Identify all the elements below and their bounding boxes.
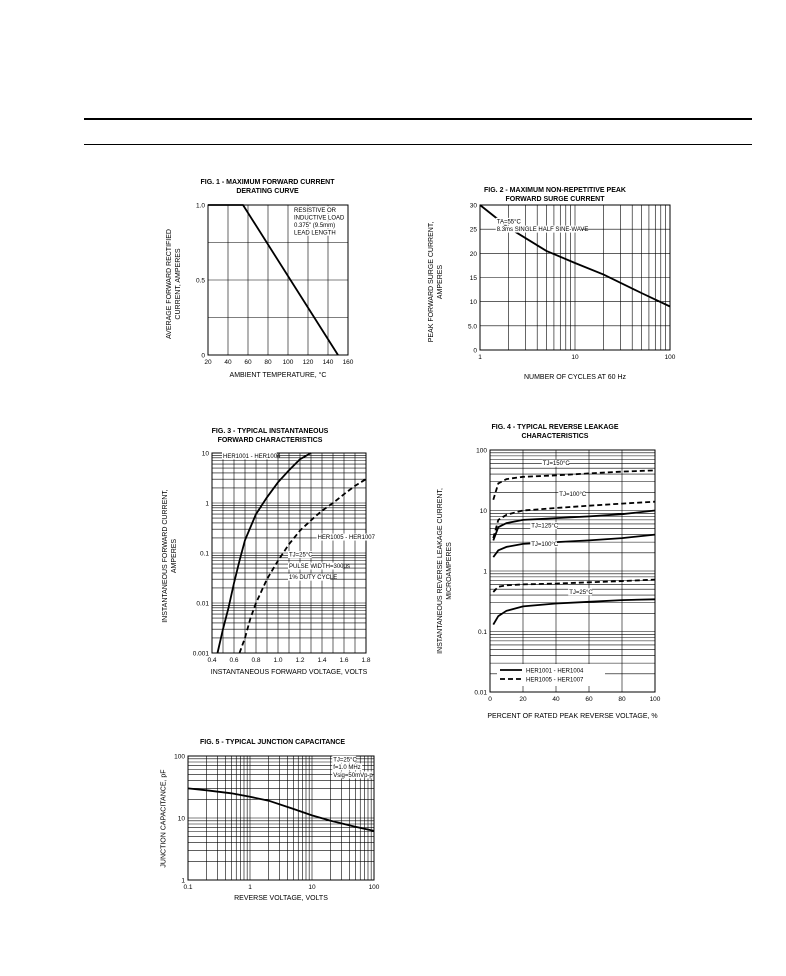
fig4-annotation: TJ=25°C (569, 589, 593, 596)
fig4-plot (430, 420, 680, 725)
fig5-plot (160, 738, 385, 908)
fig5-xtick-label: 100 (368, 884, 380, 891)
fig5-xtick-label: 0.1 (183, 884, 193, 891)
fig4-ytick-label: 1 (483, 568, 487, 576)
fig1-xtick-label: 100 (282, 359, 294, 366)
fig1-xtick-label: 20 (204, 359, 212, 366)
fig5-annotation: f=1.0 MHz (333, 764, 361, 771)
fig3-annotation: PULSE WIDTH=300μs (289, 564, 350, 571)
fig4-title: FIG. 4 - TYPICAL REVERSE LEAKAGE CHARACTERISTICS (491, 424, 619, 440)
fig2-title: FIG. 2 - MAXIMUM NON-REPETITIVE PEAK FORWARD SURGE CURRENT (484, 187, 626, 203)
fig2-xlabel: NUMBER OF CYCLES AT 60 Hz (523, 374, 627, 381)
fig2-xtick-label: 100 (664, 354, 676, 361)
fig2-ytick-label: 10 (469, 299, 477, 307)
fig3-xtick-label: 0.4 (207, 657, 217, 664)
fig1-xtick-label: 140 (322, 359, 334, 366)
fig4-xtick-label: 60 (585, 696, 593, 703)
fig2-ytick-label: 25 (469, 226, 477, 234)
fig2-xtick-label: 1 (478, 354, 482, 361)
header-rule-top (84, 118, 752, 120)
fig4-xlabel: PERCENT OF RATED PEAK REVERSE VOLTAGE, % (487, 713, 658, 720)
fig1-xtick-label: 120 (302, 359, 314, 366)
fig4-ytick-label: 0.01 (474, 689, 487, 697)
fig5-ylabel: JUNCTION CAPACITANCE, pF (160, 769, 168, 868)
fig1-ytick-label: 0 (201, 352, 205, 360)
fig2-ytick-label: 15 (469, 275, 477, 282)
fig3-xtick-label: 1.6 (339, 657, 349, 664)
fig5-annotation: TJ=25°C (333, 757, 357, 764)
fig1-xtick-label: 40 (224, 359, 232, 366)
fig1-xtick-label: 60 (244, 359, 252, 366)
fig4-annotation: TJ=100°C (559, 491, 587, 498)
fig4-xtick-label: 20 (519, 696, 527, 703)
fig2-xtick-label: 10 (571, 354, 579, 361)
fig4-ytick-label: 0.1 (477, 629, 487, 636)
fig2-annotation: TA=55°C (496, 219, 521, 226)
fig2-ytick-label: 0 (473, 347, 477, 355)
fig2-annotation: 8.3ms SINGLE HALF SINE-WAVE (496, 227, 589, 234)
fig3-chart (160, 425, 380, 695)
fig3-xtick-label: 1.4 (317, 657, 327, 664)
fig4-annotation: TJ=125°C (531, 523, 559, 530)
fig4-ytick-label: 100 (476, 447, 487, 455)
fig1-xtick-label: 160 (342, 359, 354, 366)
fig2-ytick-label: 5.0 (467, 323, 477, 331)
fig1-title: FIG. 1 - MAXIMUM FORWARD CURRENT DERATING CURVE (200, 179, 335, 195)
fig1-ytick-label: 1.0 (195, 202, 205, 210)
fig3-ytick-label: 0.001 (192, 650, 209, 658)
fig4-series-5-line (493, 599, 655, 624)
fig3-xtick-label: 0.6 (229, 657, 239, 664)
fig4-series-2-line (493, 511, 655, 541)
fig3-ytick-label: 0.01 (196, 600, 209, 608)
fig5-ytick-label: 10 (177, 815, 185, 823)
fig5-series-0-line (188, 788, 374, 831)
fig2-ytick-label: 20 (469, 250, 477, 258)
fig4-xtick-label: 80 (618, 696, 626, 703)
fig5-annotation: Vsig=50mVp-p (333, 772, 373, 779)
fig3-ytick-label: 10 (201, 450, 209, 458)
fig5-ytick-label: 100 (174, 753, 185, 761)
fig3-title: FIG. 3 - TYPICAL INSTANTANEOUS FORWARD CHARACTERISTICS (211, 428, 329, 444)
fig5-ytick-label: 1 (181, 877, 185, 885)
header-rule-bottom (84, 144, 752, 145)
fig3-xtick-label: 1.8 (361, 657, 371, 664)
fig3-annotation: HER1005 - HER1007 (317, 535, 375, 542)
fig4-ylabel: INSTANTANEOUS REVERSE LEAKAGE CURRENT, MICROAMPERES (437, 488, 453, 654)
fig4-chart (430, 420, 680, 725)
fig3-plot (160, 425, 380, 695)
fig3-annotation: TJ=25°C (289, 552, 313, 559)
fig4-grid (490, 450, 655, 692)
fig4-series-3-line (493, 535, 655, 558)
fig5-chart (160, 738, 385, 908)
fig2-ylabel: PEAK FORWARD SURGE CURRENT, AMPERES (428, 221, 444, 343)
fig1-annotation: INDUCTIVE LOAD (294, 215, 345, 222)
fig3-xlabel: INSTANTANEOUS FORWARD VOLTAGE, VOLTS (210, 669, 368, 676)
fig3-annotation: HER1001 - HER1004 (223, 453, 281, 460)
fig1-xtick-label: 80 (264, 359, 272, 366)
fig1-annotation: 0.375" (9.5mm) (294, 222, 336, 229)
fig2-chart (430, 183, 680, 388)
fig2-ytick-label: 30 (469, 202, 477, 210)
fig1-xlabel: AMBIENT TEMPERATURE, °C (229, 372, 327, 379)
fig3-ytick-label: 1 (205, 500, 209, 508)
fig3-xtick-label: 1.2 (295, 657, 305, 664)
fig5-xtick-label: 10 (308, 884, 316, 891)
fig2-plot (430, 183, 680, 388)
fig4-annotation: TJ=150°C (542, 461, 570, 468)
fig5-xlabel: REVERSE VOLTAGE, VOLTS (234, 895, 328, 902)
fig3-xtick-label: 1.0 (273, 657, 283, 664)
fig3-xtick-label: 0.8 (251, 657, 261, 664)
fig3-ylabel: INSTANTANEOUS FORWARD CURRENT, AMPERES (162, 489, 178, 623)
fig3-ytick-label: 0.1 (199, 550, 209, 558)
fig4-annotation: TJ=100°C (531, 541, 559, 548)
fig4-legend-label: HER1005 - HER1007 (526, 677, 584, 684)
fig4-xtick-label: 40 (552, 696, 560, 703)
fig5-xtick-label: 1 (248, 884, 252, 891)
fig1-ytick-label: 0.5 (195, 277, 205, 285)
fig1-plot (160, 175, 375, 385)
fig5-title: FIG. 5 - TYPICAL JUNCTION CAPACITANCE (199, 739, 346, 746)
fig4-ytick-label: 10 (479, 508, 487, 515)
fig4-xtick-label: 100 (649, 696, 661, 703)
fig1-chart (160, 175, 375, 385)
fig4-legend-label: HER1001 - HER1004 (526, 668, 584, 675)
fig1-annotation: LEAD LENGTH (294, 230, 336, 237)
fig4-xtick-label: 0 (488, 696, 492, 703)
fig1-annotation: RESISTIVE OR (294, 207, 337, 214)
fig3-annotation: 1% DUTY CYCLE (289, 575, 338, 582)
fig1-ylabel: AVERAGE FORWARD RECTIFIED CURRENT, AMPERES (166, 229, 182, 339)
